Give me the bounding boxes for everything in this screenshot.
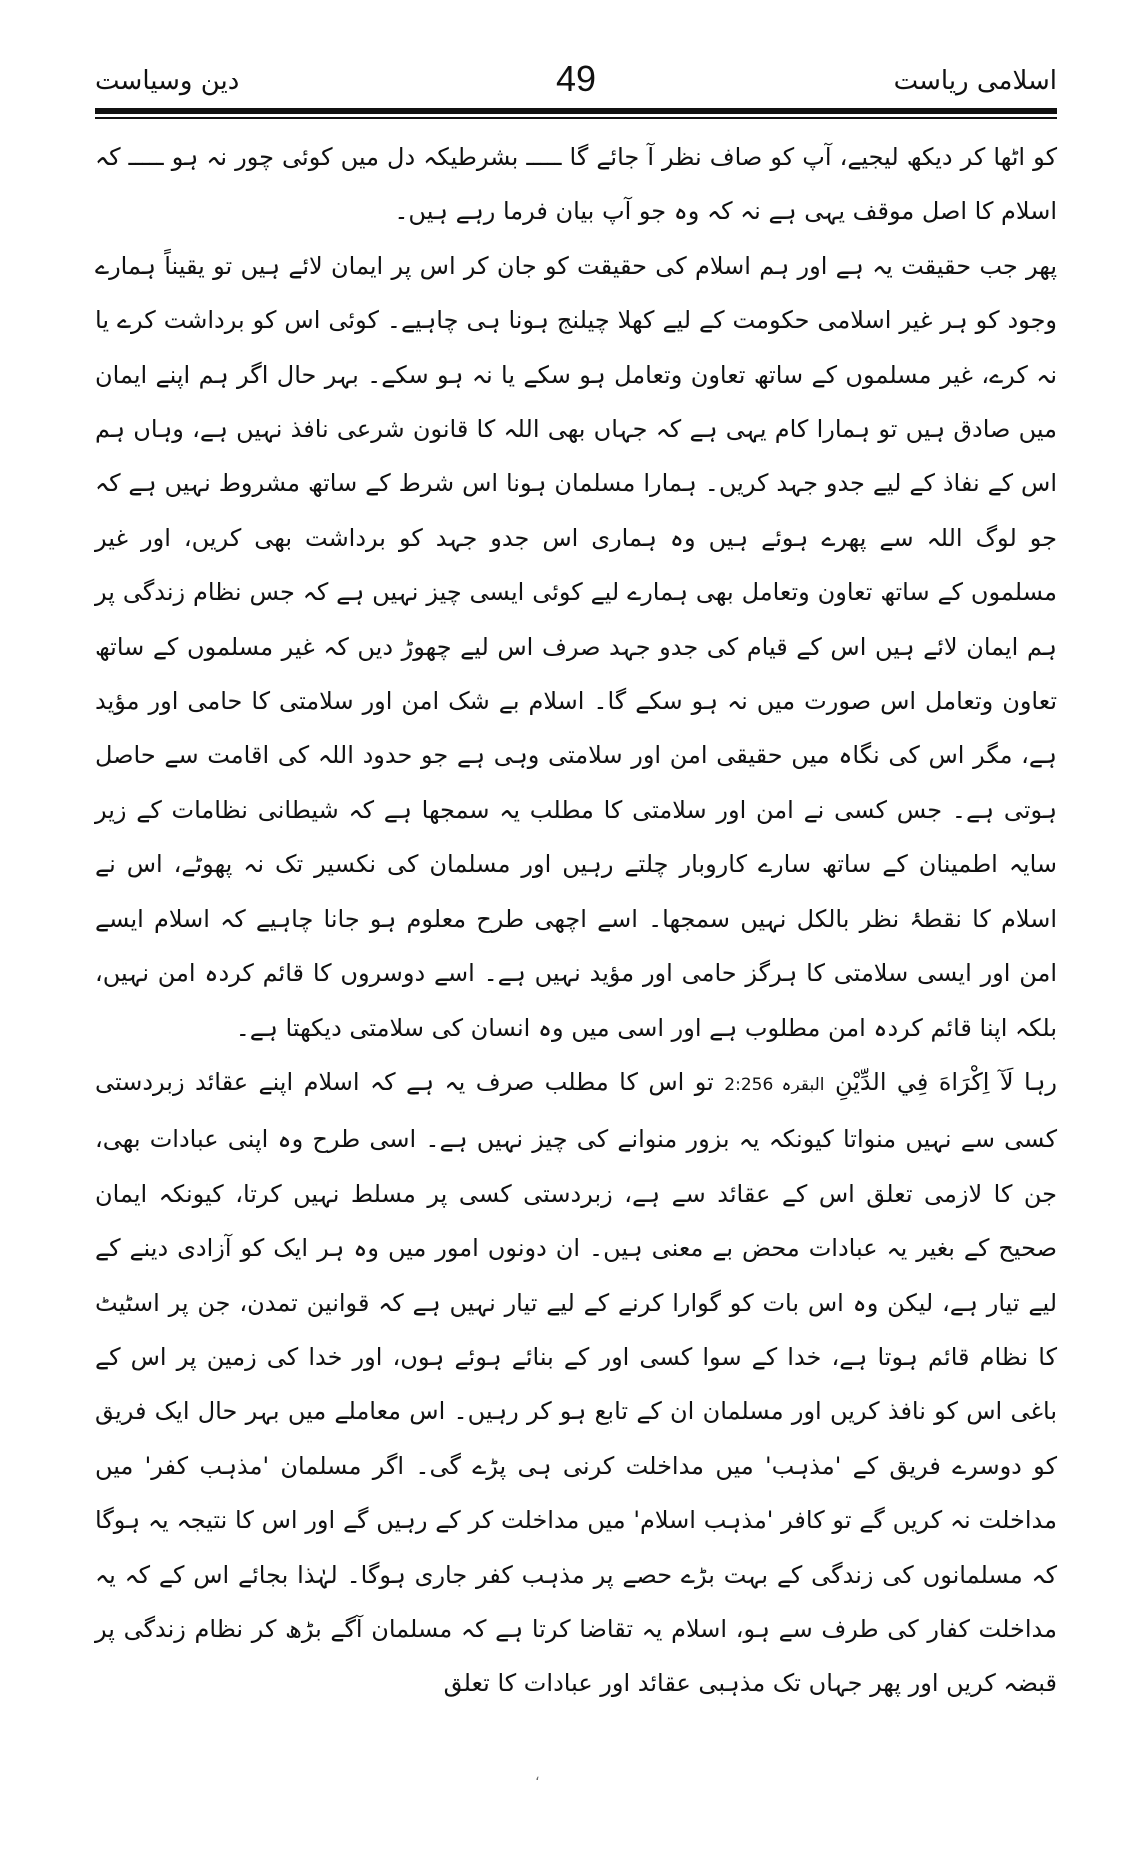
paragraph-2: پھر جب حقیقت یہ ہے اور ہم اسلام کی حقیقت کو جان کر اس پر ایمان لائے ہیں تو یقیناً ہمارے وجود کو ہر غیر اسلامی حکومت کے لیے کھلا چیلنج ہونا ہی چاہیے۔ کوئی اس کو برداشت کرے یا نہ کرے، غیر مسلموں کے ساتھ تعاون وتعامل ہو سکے یا نہ ہو سکے۔ بہر حال اگر ہم اپنے ایمان میں صادق ہیں تو ہمارا کام یہی ہے کہ جہاں بھی اللہ کا قانون شرعی نافذ نہیں ہے، وہاں ہم اس کے نفاذ کے لیے جدو جہد کریں۔ ہمارا مسلمان ہونا اس شرط کے ساتھ مشروط نہیں ہے کہ جو لوگ اللہ سے پھرے ہوئے ہیں وہ ہماری اس جدو جہد کو برداشت بھی کریں، اور غیر مسلموں کے ساتھ تعاون وتعامل بھی ہمارے لیے کوئی ایسی چیز نہیں ہے کہ جس نظام زندگی پر ہم ایمان لائے ہیں اس کے قیام کی جدو جہد صرف اس لیے چھوڑ دیں کہ غیر مسلموں کے ساتھ تعاون وتعامل اس صورت میں نہ ہو سکے گا۔ اسلام بے شک امن اور سلامتی کا حامی اور مؤید ہے، مگر اس کی نگاہ میں حقیقی امن اور سلامتی وہی ہے جو حدود اللہ کی اقامت سے حاصل ہوتی ہے۔ جس کسی نے امن اور سلامتی کا مطلب یہ سمجھا ہے کہ شیطانی نظامات کے زیر سایہ اطمینان کے ساتھ سارے کاروبار چلتے رہیں اور مسلمان کی نکسیر تک نہ پھوٹے، اس نے اسلام کا نقطۂ نظر بالکل نہیں سمجھا۔ اسے اچھی طرح معلوم ہو جانا چاہیے کہ اسلام ایسے امن اور ایسی سلامتی کا ہرگز حامی اور مؤید نہیں ہے۔ اسے دوسروں کا قائم کردہ امن نہیں، بلکہ اپنا قائم کردہ امن مطلوب ہے اور اسی میں وہ انسان کی سلامتی دیکھتا ہے۔ (95, 251, 1057, 1042)
header-rule-thin (95, 117, 1057, 119)
running-header (95, 58, 1057, 110)
paragraph-3-text: تو اس کا مطلب صرف یہ ہے کہ اسلام اپنے عقائد زبردستی کسی سے نہیں منواتا کیونکہ یہ بزور منوانے کی چیز نہیں ہے۔ اسی طرح وہ اپنی عبادات بھی، جن کا لازمی تعلق اس کے عقائد سے ہے، زبردستی کسی پر مسلط نہیں کرتا، کیونکہ ایمان صحیح کے بغیر یہ عبادات محض بے معنی ہیں۔ ان دونوں امور میں وہ ہر ایک کو آزادی دینے کے لیے تیار ہے، لیکن وہ اس بات کو گوارا کرنے کے لیے تیار نہیں ہے کہ قوانین تمدن، جن پر اسٹیٹ کا نظام قائم ہوتا ہے، خدا کے سوا کسی اور کے بنائے ہوئے ہوں، اور خدا کی زمین پر اس کے باغی اس کو نافذ کریں اور مسلمان ان کے تابع ہو کر رہیں۔ اس معاملے میں بہر حال ایک فریق کو دوسرے فریق کے 'مذہب' میں مداخلت کرنی ہی پڑے گی۔ اگر مسلمان 'مذہب کفر' میں مداخلت نہ کریں گے تو کافر 'مذہب اسلام' میں مداخلت کر کے رہیں گے اور اس کا نتیجہ یہ ہوگا کہ مسلمانوں کی زندگی کے بہت بڑے حصے پر مذہب کفر جاری ہوگا۔ لہٰذا بجائے اس کے کہ یہ مداخلت کفار کی طرف سے ہو، اسلام یہ تقاضا کرتا ہے کہ مسلمان آگے بڑھ کر نظام زندگی پر قبضہ کریں اور پھر جہاں تک مذہبی عقائد اور عبادات کا تعلق (95, 1067, 1057, 1698)
book-title: دین وسیاست (95, 66, 240, 96)
verse-reference: البقرہ 2:256 (724, 1074, 825, 1095)
footer-mark: ، (535, 1768, 540, 1784)
header-rule-thick (95, 108, 1057, 114)
paragraph-1: کو اٹھا کر دیکھ لیجیے، آپ کو صاف نظر آ جائے گا ـــــ بشرطیکہ دل میں کوئی چور نہ ہو ـــــ کہ اسلام کا اصل موقف یہی ہے نہ کہ وہ جو آپ بیان فرما رہے ہیں۔ (95, 143, 1057, 226)
quran-verse: رہا لَآ اِكْرَاهَ فِي الدِّيْنِ (834, 1067, 1057, 1096)
chapter-title: اسلامی ریاست (893, 66, 1057, 96)
paragraph-3 (95, 1055, 1057, 1711)
page-number: 49 (555, 58, 597, 99)
body-text (95, 130, 1057, 1711)
